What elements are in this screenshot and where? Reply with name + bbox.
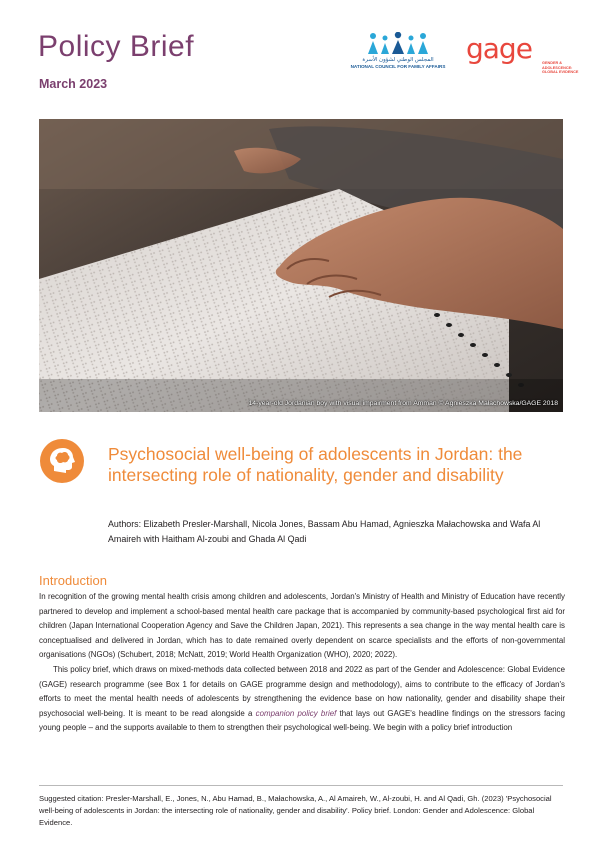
page-title: Policy Brief	[38, 30, 195, 63]
ncfa-logo	[350, 32, 446, 76]
ncfa-arabic-name: المجلس الوطني لشؤون الأسرة	[362, 57, 434, 63]
intro-paragraph-2	[39, 663, 565, 736]
suggested-citation: Suggested citation: Presler-Marshall, E., Jones, N., Abu Hamad, B., Małachowska, A., Al Amaireh, W., Al-zoubi, H. and Al Qadi, Gh. (2023) 'Psychosocial well-being of adolescents in Jordan: the intersecting role of nationality, gender and disability'. Policy brief. London: Gender and Adolescence: Global Evidence.	[39, 794, 552, 827]
introduction-body	[39, 590, 565, 736]
photo-caption: 14-year-old Jordanian boy with visual impairment from Amman © Agnieszka Małachowska/GAGE 2018	[248, 400, 558, 407]
companion-brief-link[interactable]: companion policy brief	[255, 708, 337, 718]
braille-reading-photo	[39, 119, 563, 412]
publication-date: March 2023	[39, 77, 108, 91]
gage-wordmark: gage	[466, 32, 532, 65]
intro-paragraph-2-end: that lays out GAGE's headline findings on the stressors facing young people – and the supports available to them to strengthen their psychological well-being. We begin with a policy brief introduction	[39, 708, 565, 733]
brief-heading: Psychosocial well-being of adolescents in Jordan: the intersecting role of nationality, gender and disability	[108, 444, 523, 485]
citation-divider	[39, 785, 563, 786]
gage-logo	[466, 32, 579, 80]
authors-line: Authors: Elizabeth Presler-Marshall, Nicola Jones, Bassam Abu Hamad, Agnieszka Małachowska and Wafa Al Amaireh with Haitham Al-zoubi and Ghada Al Qadi	[108, 519, 541, 544]
introduction-heading: Introduction	[39, 573, 107, 588]
ncfa-english-name: NATIONAL COUNCIL FOR FAMILY AFFAIRS	[350, 64, 446, 69]
intro-paragraph-2-start: This policy brief, which draws on mixed-methods data collected between 2018 and 2022 as part of the Gender and Adolescence: Global Evidence (GAGE) research programme (see Box 1 for details on GAGE programme design and methodology), aims to contribute to the efficacy of Jordan's efforts to meet the mental health needs of adolescents by strengthening the evidence base on how nationality, gender and disability shape their psychosocial well-being. It is meant to be read alongside a	[39, 664, 565, 718]
ncfa-figures-icon	[367, 32, 429, 56]
intro-paragraph-1: In recognition of the growing mental health crisis among children and adolescents, Jordan's Ministry of Health and Ministry of Education have recently partnered to develop and implement a school-based mental health care package that is accompanied by community-based psychological first aid for children (Japan International Cooperation Agency and Save the Children Japan, 2021). This represents a sea change in the way mental health care is conceptualised and delivered in Jordan, which has to date remained overly dependent on scarce specialists and the efforts of non-governmental organisations (NGOs) (Schubert, 2018; McNatt, 2019; World Health Organization (WHO), 2020; 2022).	[39, 592, 565, 660]
gage-tagline: GENDER & ADOLESCENCE: GLOBAL EVIDENCE	[542, 61, 579, 75]
brain-head-icon	[40, 439, 84, 483]
hero-photo	[39, 119, 563, 412]
